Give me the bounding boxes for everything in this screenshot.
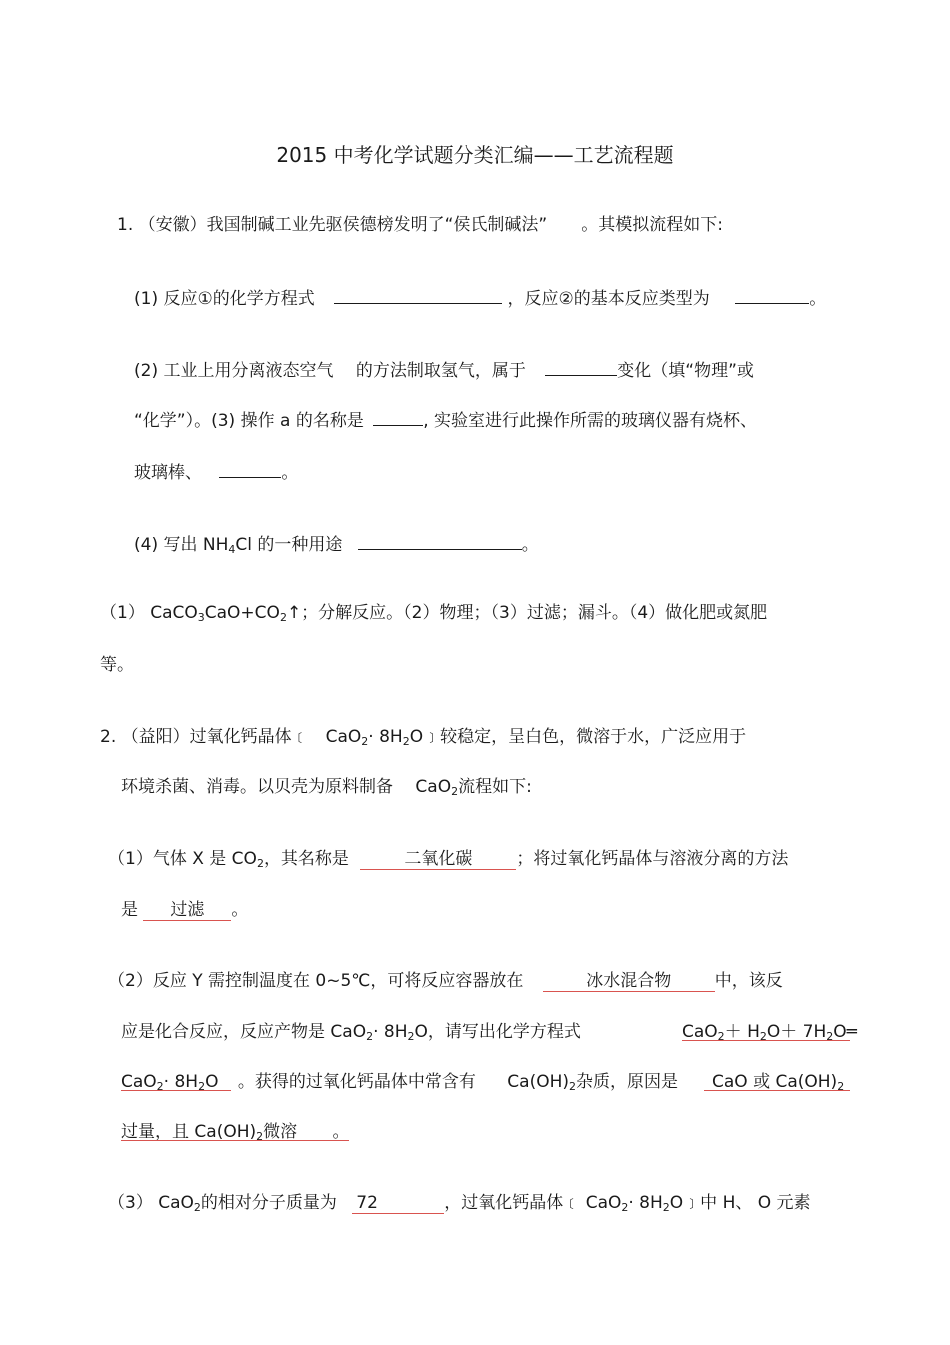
q2-answer-reason-c: 微溶 (263, 1122, 298, 1142)
q2-reason-underline-1 (704, 1090, 850, 1091)
q1-blank-glassware[interactable] (219, 461, 281, 478)
q1-blank-use[interactable] (358, 533, 522, 550)
q2-eq2-sub2: 2 (198, 1080, 206, 1093)
q2-eq1-a: CaO (682, 1022, 718, 1042)
q2-stem-c: O﹞较稳定，呈白色，微溶于水，广泛应用于 (409, 727, 747, 747)
q1-part2-text-f: 。 (281, 463, 299, 483)
q2-eq1-d: ＋ 7H (780, 1022, 827, 1042)
q2-stem-sub2: 2 (402, 735, 410, 748)
q2-stem-line2 (121, 776, 532, 800)
q1-part1 (134, 287, 826, 310)
q1-part2-line2 (134, 409, 757, 432)
q2-reason-underline-2 (121, 1140, 349, 1141)
q1-answer-line2: 等。 (100, 655, 134, 675)
q2-part2-c: 应是化合反应，反应产物是 CaO (121, 1022, 367, 1042)
q2-part2-g-sub: 2 (569, 1080, 577, 1093)
q2-part1-a: （1）气体 X 是 CO (108, 849, 257, 869)
q2-stem-line2-sub: 2 (451, 785, 459, 798)
q1-part2-text-a: (2) 工业上用分离液态空气 的方法制取氢气，属于 (134, 361, 526, 381)
q2-part2-line3 (121, 1071, 678, 1095)
q2-stem-line1 (100, 726, 746, 750)
q2-part1-sub: 2 (256, 857, 264, 870)
q2-stem-a: 2. （益阳）过氧化钙晶体﹝ CaO (100, 727, 362, 747)
q2-answer-container: 冰水混合物 (543, 971, 715, 992)
q2-part2-line4 (121, 1121, 350, 1145)
q2-part3-d-sub: 2 (662, 1201, 670, 1214)
q2-part1-e: 。 (231, 900, 249, 920)
q1-part2-text-d: , 实验室进行此操作所需的玻璃仪器有烧杯、 (423, 411, 758, 431)
q2-eq1-b: ＋ H (724, 1022, 760, 1042)
q1-part4-text-c: 。 (521, 535, 539, 555)
q2-part2-i: 。 (332, 1122, 350, 1142)
q2-answer-reason-a (712, 1071, 844, 1095)
q2-part2-g: Ca(OH) (507, 1072, 570, 1092)
q1-answer-sub: 3 (197, 611, 205, 624)
q1-part2-text-b: 变化（填“物理”或 (617, 361, 754, 381)
q2-part1-b: ，其名称是 (263, 849, 349, 869)
q2-equation-part1 (682, 1021, 857, 1045)
q2-answer-reason-text: CaO 或 Ca(OH) (712, 1072, 838, 1092)
q1-part4-text-b: Cl 的一种用途 (235, 535, 343, 555)
q2-answer-gas-name: 二氧化碳 (360, 849, 516, 870)
q2-part2-d-sub: 2 (407, 1030, 415, 1043)
q2-part1-c: ；将过氧化钙晶体与溶液分离的方法 (516, 849, 789, 869)
q1-part1-text-b: ，反应②的基本反应类型为 (507, 289, 710, 309)
q2-part2-line1 (108, 970, 783, 992)
q1-answer-text-c: ↑；分解反应。（2）物理；（3）过滤；漏斗。（4）做化肥或氮肥 (286, 603, 768, 623)
q2-part1-d: 是 (121, 900, 138, 920)
q1-answer-line1 (100, 602, 767, 626)
q2-part3 (108, 1192, 811, 1216)
q2-stem-line2-a: 环境杀菌、消毒。以贝壳为原料制备 CaO (121, 777, 452, 797)
q1-part4-text-a: (4) 写出 NH (134, 535, 229, 555)
q2-part3-a-sub: 2 (193, 1201, 201, 1214)
q1-answer-text-a: （1） CaCO (100, 603, 198, 623)
q2-stem-b: · 8H (368, 727, 403, 747)
q1-part4 (134, 533, 539, 558)
q1-part2-line3 (134, 461, 298, 484)
q2-part3-e: O﹞中 H、 O 元素 (669, 1193, 811, 1213)
q2-eq2-a: CaO (121, 1072, 157, 1092)
q1-part1-text-c: 。 (809, 289, 827, 309)
q2-eq2-c: O (205, 1072, 219, 1092)
q2-answer-molar-mass: 72 (352, 1193, 444, 1214)
q1-part2-text-c: “化学”）。(3) 操作 a 的名称是 (134, 411, 364, 431)
q1-blank-change-type[interactable] (545, 359, 617, 376)
q2-part2-b: 中，该反 (714, 971, 783, 991)
q1-part2-text-e: 玻璃棒、 (134, 463, 202, 483)
q2-part3-b: 的相对分子质量为 (200, 1193, 337, 1213)
q2-part2-f: 。获得的过氧化钙晶体中常含有 (237, 1072, 476, 1092)
q2-part3-a: （3） CaO (108, 1193, 194, 1213)
q2-eq2-sub: 2 (156, 1080, 164, 1093)
q2-eq1-sub3: 2 (826, 1030, 834, 1043)
q2-part2-d: · 8H (373, 1022, 408, 1042)
q2-part3-c: ，过氧化钙晶体﹝ CaO (444, 1193, 622, 1213)
q2-part2-a: （2）反应 Y 需控制温度在 0~5℃，可将反应容器放在 (108, 971, 524, 991)
q2-part2-h: 杂质，原因是 (576, 1072, 679, 1092)
q1-part4-subscript: 4 (228, 543, 236, 556)
q2-part2-line2 (121, 1021, 581, 1045)
q2-eq1-e: O═ (833, 1022, 857, 1042)
q2-answer-reason-b: 过量，且 Ca(OH) (121, 1122, 257, 1142)
q2-part1-line1 (108, 848, 788, 872)
q1-blank-operation[interactable] (373, 409, 423, 426)
q2-eq2-b: · 8H (163, 1072, 199, 1092)
q1-blank-reaction-type[interactable] (735, 287, 809, 304)
q2-eq1-c: O (766, 1022, 781, 1042)
q2-answer-method: 过滤 (143, 900, 231, 921)
q2-eq1-sub: 2 (717, 1030, 725, 1043)
q1-answer-sub2: 2 (279, 611, 287, 624)
q1-part2-line1 (134, 359, 754, 382)
q2-part2-c-sub: 2 (366, 1030, 374, 1043)
q2-eq1-sub2: 2 (759, 1030, 767, 1043)
q2-equation-underline-2 (121, 1090, 231, 1091)
q2-answer-reason-sub: 2 (837, 1080, 845, 1093)
q2-answer-reason-b-sub: 2 (256, 1130, 264, 1143)
q2-stem-sub: 2 (361, 735, 369, 748)
q2-stem-line2-b: 流程如下: (458, 777, 532, 797)
q1-answer-text-b: CaO+CO (204, 603, 280, 623)
q1-part1-text-a: (1) 反应①的化学方程式 (134, 289, 315, 309)
q2-equation-underline-1 (682, 1040, 850, 1041)
page-title: 2015 中考化学试题分类汇编——工艺流程题 (276, 143, 674, 167)
q2-part3-c-sub: 2 (621, 1201, 629, 1214)
q1-stem: 1. （安徽）我国制碱工业先驱侯德榜发明了“侯氏制碱法” 。其模拟流程如下: (117, 215, 723, 235)
q2-part3-d: · 8H (628, 1193, 663, 1213)
q1-blank-equation[interactable] (334, 287, 502, 304)
q2-part2-e: O，请写出化学方程式 (414, 1022, 581, 1042)
q2-part1-line2 (121, 899, 248, 921)
